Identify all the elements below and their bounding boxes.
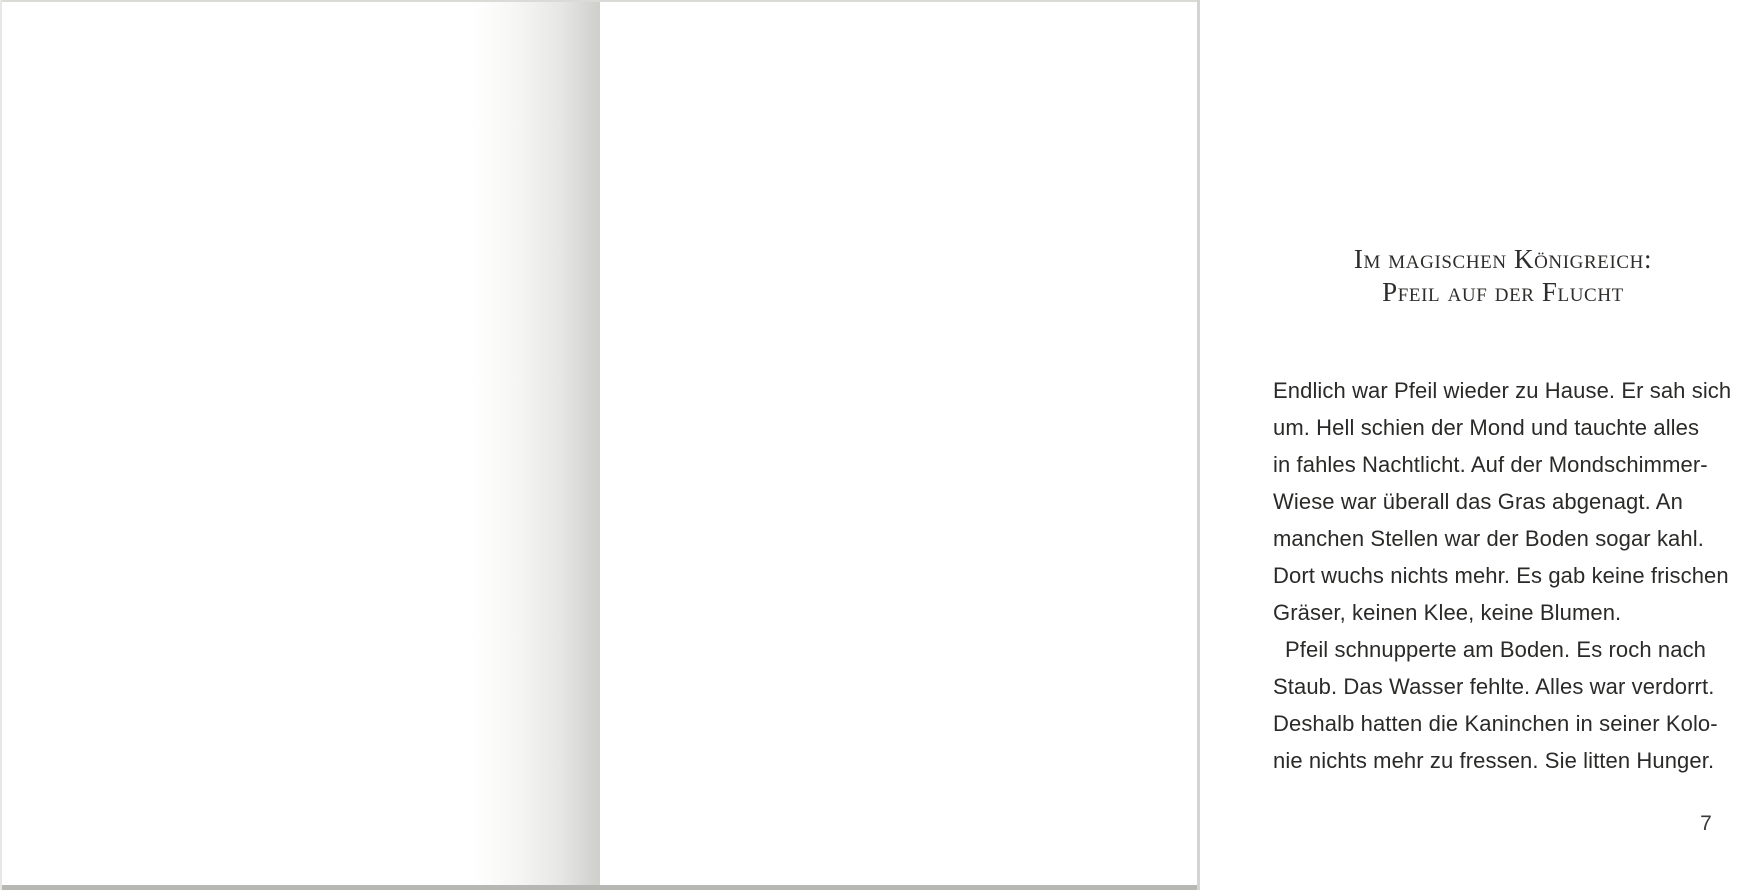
page-number: 7 <box>1700 812 1712 835</box>
photo-edge-left <box>0 0 2 890</box>
paragraph-1 <box>1273 372 1743 631</box>
chapter-heading-line-1: Im magischen Königreich: <box>1353 244 1653 274</box>
photo-edge-bottom <box>0 885 1200 890</box>
body-line: Dort wuchs nichts mehr. Es gab keine frischen <box>1273 563 1729 588</box>
body-line: Gräser, keinen Klee, keine Blumen. <box>1273 600 1622 625</box>
photo-edge-top <box>0 0 1200 2</box>
book-gutter-shadow <box>472 0 600 890</box>
photo-edge-right <box>1197 0 1200 890</box>
body-line: Wiese war überall das Gras abgenagt. An <box>1273 489 1683 514</box>
body-line: um. Hell schien der Mond und tauchte alles <box>1273 415 1700 440</box>
body-line: Deshalb hatten die Kaninchen in seiner Kolo- <box>1273 711 1718 736</box>
body-line: manchen Stellen war der Boden sogar kahl. <box>1273 526 1704 551</box>
body-line: Endlich war Pfeil wieder zu Hause. Er sah sich <box>1273 378 1732 403</box>
body-text-block <box>1273 372 1743 779</box>
body-line: Pfeil schnupperte am Boden. Es roch nach <box>1285 637 1707 662</box>
right-page <box>600 0 1732 890</box>
chapter-heading <box>1273 243 1733 309</box>
body-line: in fahles Nachtlicht. Auf der Mondschimmer- <box>1273 452 1708 477</box>
body-line: Staub. Das Wasser fehlte. Alles war verdorrt. <box>1273 674 1715 699</box>
body-line: nie nichts mehr zu fressen. Sie litten Hunger. <box>1273 748 1715 773</box>
paragraph-2 <box>1273 631 1743 779</box>
chapter-heading-line-2: Pfeil auf der Flucht <box>1382 277 1624 307</box>
